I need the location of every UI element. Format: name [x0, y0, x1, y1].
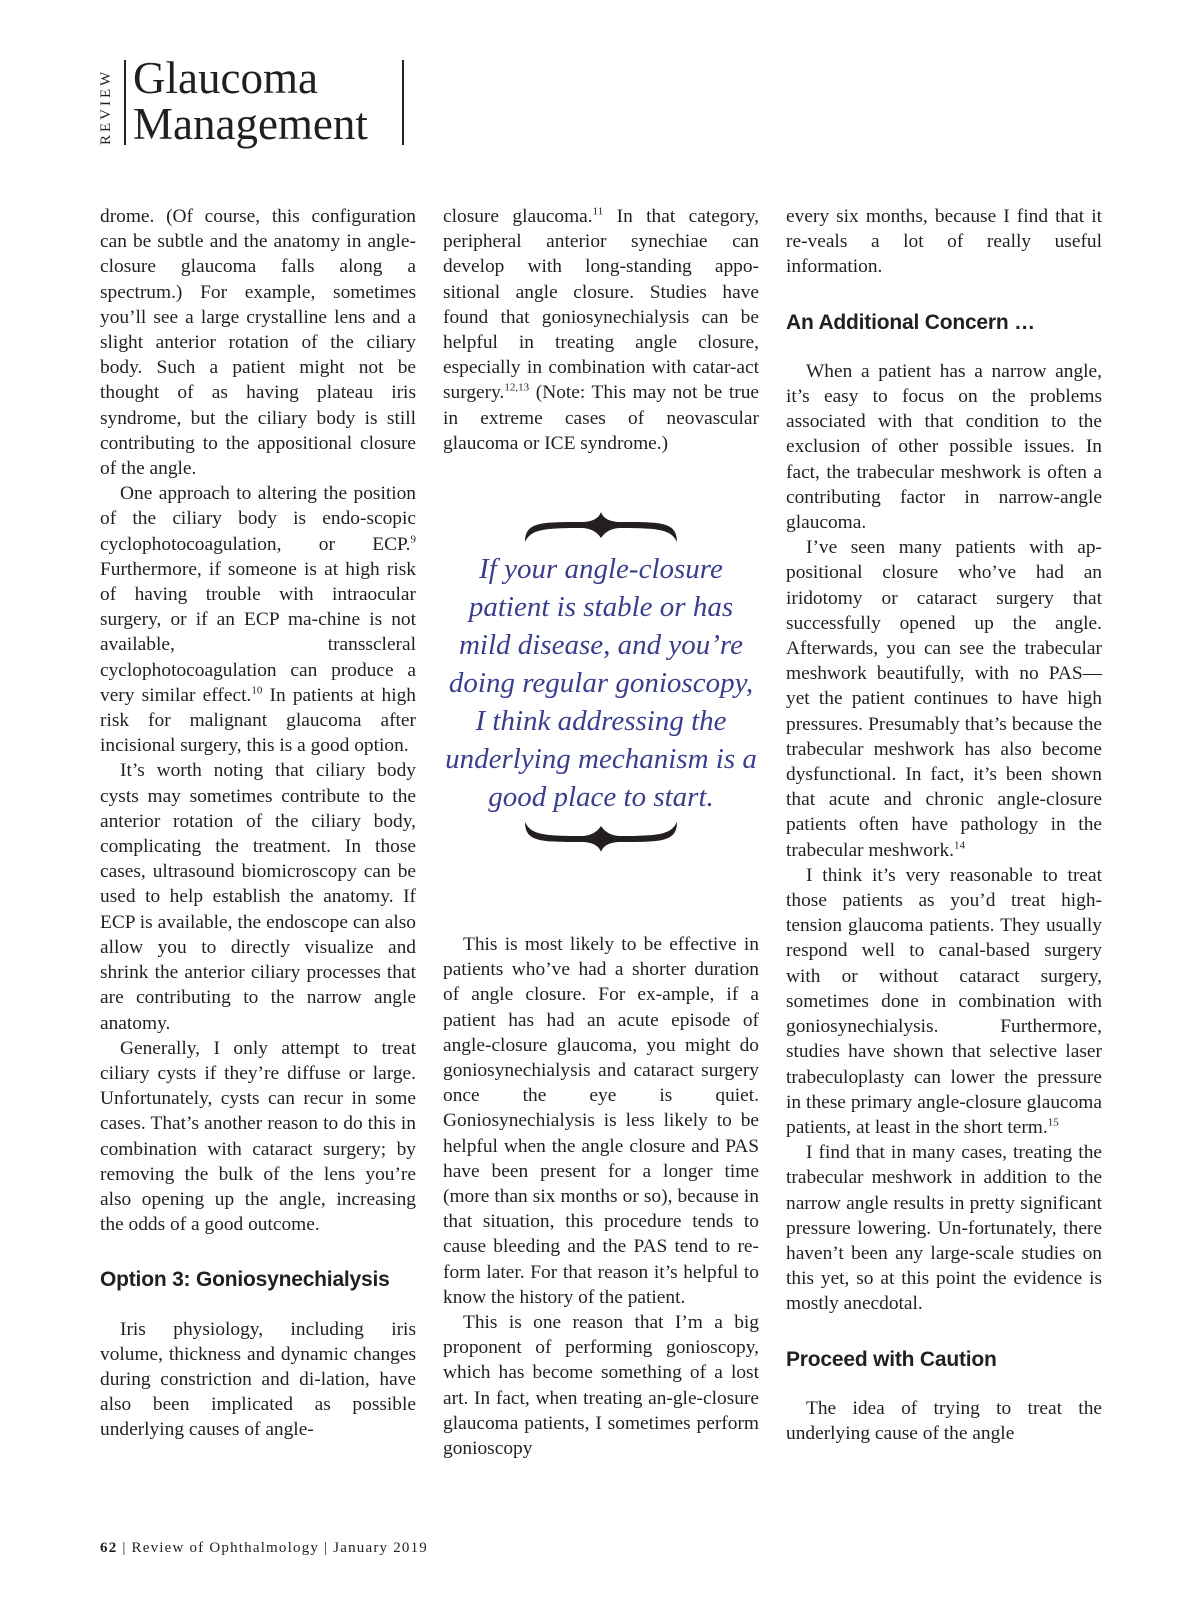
reference: 12,13 [504, 381, 530, 394]
paragraph: This is most likely to be effective in patients who’ve had a shorter duration of angle closure. For ex-ample, if a patient has had an acute episode of angle-closure glaucoma, you might do goniosynechialysis and cataract surgery once the eye is quiet. Goniosynechialysis is less likely to be helpful when the angle closure and PAS have been present for a longer time (more than six months or so), because in that situation, this procedure tends to cause bleeding and the PAS tend to re-form later. For that reason it’s helpful to know the history of the patient. [443, 934, 759, 1308]
paragraph: When a patient has a narrow angle, it’s easy to focus on the problems associated with that condition to the exclusion of other possible issues. In fact, the trabecular meshwork is often a contributing factor in narrow-angle glaucoma. [786, 360, 1102, 534]
column-1 [100, 204, 416, 1443]
bottom-brace-icon [521, 820, 681, 854]
paragraph: The idea of trying to treat the underlying cause of the angle [786, 1397, 1102, 1444]
header-divider-right [402, 60, 404, 145]
paragraph: every six months, because I find that it re-veals a lot of really useful information. [786, 206, 1102, 278]
page-title [133, 55, 368, 147]
section-heading: Option 3: Goniosynechialysis [100, 1268, 390, 1292]
pull-quote-text: If your angle-closure patient is stable or has mild disease, and you’re doing regular gonioscopy, I think addressing the underlying mechanism is a good place to start. [445, 553, 757, 813]
paragraph: I think it’s very reasonable to treat those patients as you’d treat high-tension glaucoma patients. They usually respond well to canal-based surgery with or without cataract surgery, sometimes done in combination with goniosynechialysis. Furthermore, studies have shown that selective laser trabeculoplasty can lower the pressure in these primary angle-closure glaucoma patients, at least in the short term.$^{15}$ [786, 864, 1102, 1138]
reference: 11 [592, 205, 604, 218]
page-number: 62 [100, 1540, 118, 1556]
pull-quote [443, 510, 759, 930]
reference: 10 [251, 684, 263, 697]
paragraph: closure glaucoma.$^{11}$ In that category, peripheral anterior synechiae can develop with long-standing appo-sitional angle closure. Studies have found that goniosynechialysis can be helpful in treating angle closure, especially in combination with catar-act surgery.$^{12,13}$ (Note: This may not be true in extreme cases of neovascular glaucoma or ICE syndrome.) [443, 205, 759, 454]
paragraph: I find that in many cases, treating the trabecular meshwork in addition to the narrow angle results in pretty significant pressure lowering. Un-fortunately, there haven’t been any large-scale studies on this yet, so at this point the evidence is mostly anecdotal. [786, 1142, 1102, 1315]
paragraph: Iris physiology, including iris volume, thickness and dynamic changes during constriction and di-lation, have also been implicated as possible underlying causes of angle- [100, 1318, 416, 1441]
top-brace-icon [521, 510, 681, 544]
footer-separator: | [122, 1540, 127, 1556]
reference: 14 [953, 839, 965, 852]
reference: 15 [1047, 1116, 1059, 1129]
paragraph: This is one reason that I’m a big proponent of performing gonioscopy, which has become something of a lost art. In fact, when treating an-gle-closure glaucoma patients, I sometimes perform gonioscopy [443, 1312, 759, 1460]
footer-separator: | [324, 1540, 329, 1556]
section-heading: An Additional Concern … [786, 310, 1035, 334]
header-divider-left [124, 60, 126, 145]
reference: 9 [410, 533, 416, 546]
paragraph: It’s worth noting that ciliary body cysts may sometimes contribute to the anterior rotation of the ciliary body, complicating the treatment. In those cases, ultrasound biomicroscopy can be used to help establish the anatomy. If ECP is available, the endoscope can also allow you to directly visualize and shrink the anterior ciliary processes that are contributing to the narrow angle anatomy. [100, 760, 416, 1034]
title-line-2: Management [133, 99, 368, 149]
title-line-1: Glaucoma [133, 53, 318, 103]
paragraph: I’ve seen many patients with ap-positional closure who’ve had an iridotomy or cataract surgery that successfully opened up the angle. Afterwards, you can see the trabecular meshwork beautifully, with no PAS—yet the patient continues to have high pressures. Presumably that’s because the trabecular meshwork has also become dysfunctional. In fact, it’s been shown that acute and chronic angle-closure patients often have pathology in the trabecular meshwork.$^{14}$ [786, 537, 1102, 861]
paragraph: One approach to altering the position of the ciliary body is endo-scopic cyclophotocoagulation, or ECP.$^9$ Furthermore, if someone is at high risk of having trouble with intraocular surgery, or if an ECP ma-chine is not available, transscleral cyclophotocoagulation can produce a very similar effect.$^{10}$ In patients at high risk for malignant glaucoma after incisional surgery, this is a good option. [100, 483, 416, 757]
publication-name: Review of Ophthalmology [131, 1540, 320, 1556]
paragraph: Generally, I only attempt to treat ciliary cysts if they’re diffuse or large. Unfortunately, cysts can recur in some cases. That’s another reason to do this in combination with cataract surgery; by removing the bulk of the lens you’re also opening up the angle, increasing the odds of a good outcome. [100, 1037, 416, 1236]
paragraph: drome. (Of course, this configuration can be subtle and the anatomy in angle-closure glaucoma falls along a spectrum.) For example, sometimes you’ll see a large crystalline lens and a slight anterior rotation of the ciliary body. Such a patient might not be thought of as having plateau iris syndrome, but the ciliary body is still contributing to the appositional closure of the angle. [100, 206, 416, 480]
page-footer [100, 1540, 428, 1557]
column-2 [443, 204, 759, 456]
section-heading: Proceed with Caution [786, 1347, 997, 1371]
column-2-continued [443, 932, 759, 1461]
column-3 [786, 204, 1102, 1446]
section-label: REVIEW [98, 68, 114, 145]
issue-date: January 2019 [333, 1540, 429, 1556]
